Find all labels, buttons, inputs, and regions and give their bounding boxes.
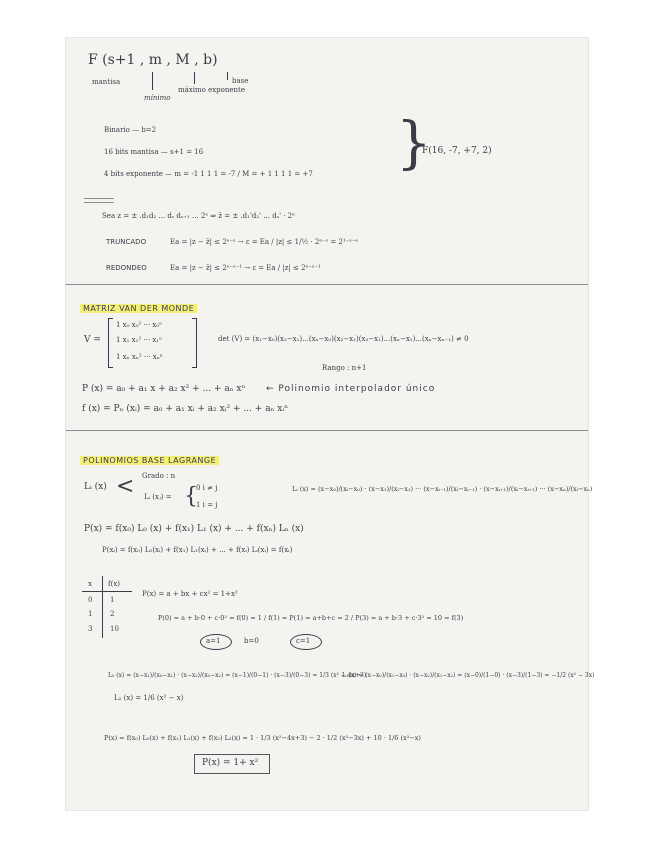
- polynomial-p: P (x) = a₀ + a₁ x + a₂ x² + ... + aₙ xⁿ: [82, 384, 246, 394]
- config-result: F(16, -7, +7, 2): [422, 146, 492, 156]
- label-base: base: [232, 77, 249, 85]
- table-cell-x1: 1: [88, 610, 93, 618]
- table-header-x: x: [88, 580, 92, 588]
- matrix-left-bracket: [108, 318, 113, 368]
- final-sum: P(x) = f(x₀) L₀(x) + f(x₁) L₁(x) + f(x₂) L₂(x) = 1 · 1/3 (x²−4x+3) − 2 · 1/2 (x²−3x) + 10 · 1/6 (x²−x): [104, 734, 421, 742]
- config-binario: Binario — b=2: [104, 126, 157, 134]
- table-divider: [102, 576, 103, 638]
- redondeo-eq: Ea = |z − z̄| ≤ 2ᵉ⁻ˢ⁻¹ → ε = Ea / |z| ≤ 2ᵉ⁻ˢ⁻¹: [170, 264, 321, 272]
- table-cell-x2: 3: [88, 625, 93, 633]
- config-bits-exponente: 4 bits exponente — m = -1 1 1 1 = -7 / M = + 1 1 1 1 = +7: [104, 170, 313, 178]
- lagrange-title-text: POLINOMIOS BASE LAGRANGE: [80, 456, 219, 465]
- matrix-v-label: V =: [84, 335, 101, 345]
- l1-formula: L₁(x) = (x−x₀)/(x₁−x₀) · (x−x₂)/(x₁−x₂) = (x−0)/(1−0) · (x−3)/(1−3) = −1/2 (x² − 3x): [342, 672, 595, 679]
- label-minimo: mínimo: [144, 94, 171, 102]
- divider-short-1: [84, 198, 114, 199]
- arrow-base: [227, 72, 228, 80]
- matrix-row-3: 1 xₙ xₙ² ··· xₙⁿ: [116, 353, 163, 361]
- lagrange-li: Lᵢ (x): [84, 482, 107, 492]
- polynomial-f: f (x) = Pₙ (xᵢ) = a₀ + a₁ xᵢ + a₂ xᵢ² + ... + aₙ xᵢⁿ: [82, 404, 289, 414]
- error-sea: Sea z = ± .d₁d₂ ... dₛ dₛ₊₁ ... 2ᵉ ⇒ z̄ = ± .d₁'d₂' ... dₛ' · 2ᵉ: [102, 212, 295, 220]
- section-divider-2: [66, 430, 588, 431]
- arrow-minimo: [152, 72, 153, 90]
- px-quadratic: P(x) = a + bx + cx² = 1+x²: [142, 590, 238, 598]
- matrix-right-bracket: [192, 318, 197, 368]
- truncado-eq: Ea = |z − z̄| ≤ 2ᵉ⁻ˢ → ε = Ea / |z| ≤ 1/½ · 2ᵉ⁻ˢ = 2¹⁻ˢ⁻ᵉ: [170, 238, 359, 246]
- lagrange-p-sum: P(x) = f(x₀) L₀ (x) + f(x₁) L₁ (x) + ... + f(xₙ) Lₙ (x): [84, 524, 304, 534]
- table-cell-f1: 2: [110, 610, 115, 618]
- solution-a: a=1: [206, 637, 221, 645]
- divider-short-2: [84, 202, 114, 203]
- matrix-row-2: 1 x₁ x₁² ··· x₁ⁿ: [116, 336, 163, 344]
- arrow-maximo: [194, 72, 195, 84]
- lagrange-li-formula: Lᵢ (x) = (x−x₀)/(xᵢ−x₀) · (x−x₁)/(xᵢ−x₁) ··· (x−xᵢ₋₁)/(xᵢ−xᵢ₋₁) · (x−xᵢ₊₁)/(xᵢ−xᵢ₊₁) ··· (x−xₙ)/(xᵢ−xₙ): [292, 485, 593, 493]
- lagrange-li-xj: Lᵢ (xⱼ) =: [144, 493, 172, 501]
- table-cell-x0: 0: [88, 596, 93, 604]
- final-answer: P(x) = 1+ x²: [202, 758, 259, 768]
- section-divider-1: [66, 284, 588, 285]
- l2-formula: L₂ (x) = 1/6 (x² − x): [114, 694, 184, 702]
- lagrange-case-2: 1 i = j: [196, 501, 218, 509]
- table-cell-f2: 10: [110, 625, 119, 633]
- config-brace: }: [396, 111, 432, 176]
- table-header-rule: [82, 591, 132, 592]
- label-mantisa: mantisa: [92, 78, 121, 86]
- polynomial-note: ← Polinomio interpolador único: [266, 384, 436, 394]
- solution-b: b=0: [244, 637, 259, 645]
- lagrange-title: [80, 448, 219, 467]
- lagrange-grado: Grado : n: [142, 472, 176, 480]
- table-header-fx: f(x): [108, 580, 121, 588]
- label-maximo: máximo exponente: [178, 86, 245, 94]
- vandermonde-title: [80, 296, 197, 315]
- notebook-page: [66, 38, 595, 810]
- vandermonde-rango: Rango : n+1: [322, 364, 367, 372]
- l0-formula: L₀ (x) = (x−x₁)/(x₀−x₁) · (x−x₂)/(x₀−x₂) = (x−1)/(0−1) · (x−3)/(0−3) = 1/3 (x² − 4x+3): [108, 672, 367, 679]
- redondeo-label: REDONDEO: [106, 264, 147, 272]
- float-system-formula: F (s+1 , m , M , b): [88, 52, 218, 68]
- solution-c: c=1: [296, 637, 311, 645]
- lagrange-angle: <: [116, 474, 135, 499]
- matrix-row-1: 1 x₀ x₀² ··· x₀ⁿ: [116, 321, 163, 329]
- lagrange-case-1: 0 i ≠ j: [196, 484, 218, 492]
- vandermonde-det: det (V) = (x₁−x₀)(x₂−x₁)...(xₙ−x₀)(x₂−x₁)(x₃−x₁)...(xₙ−x₁)...(xₙ−xₙ₋₁) ≠ 0: [218, 335, 469, 343]
- vandermonde-title-text: MATRIZ VAN DER MONDE: [80, 304, 197, 313]
- table-cell-f0: 1: [110, 596, 115, 604]
- lagrange-case-brace: {: [184, 484, 198, 509]
- px-system: P(0) = a + b·0 + c·0² = f(0) = 1 / f(1) = P(1) = a+b+c = 2 / P(3) = a + b·3 + c·3² = 10 = f(3): [158, 614, 464, 622]
- lagrange-p-xi: P(xᵢ) = f(x₀) L₀(xᵢ) + f(x₁) L₁(xᵢ) + ... + f(xᵢ) Lᵢ(xᵢ) = f(xᵢ): [102, 546, 293, 554]
- config-bits-mantisa: 16 bits mantisa — s+1 = 16: [104, 148, 204, 156]
- truncado-label: TRUNCADO: [106, 238, 147, 246]
